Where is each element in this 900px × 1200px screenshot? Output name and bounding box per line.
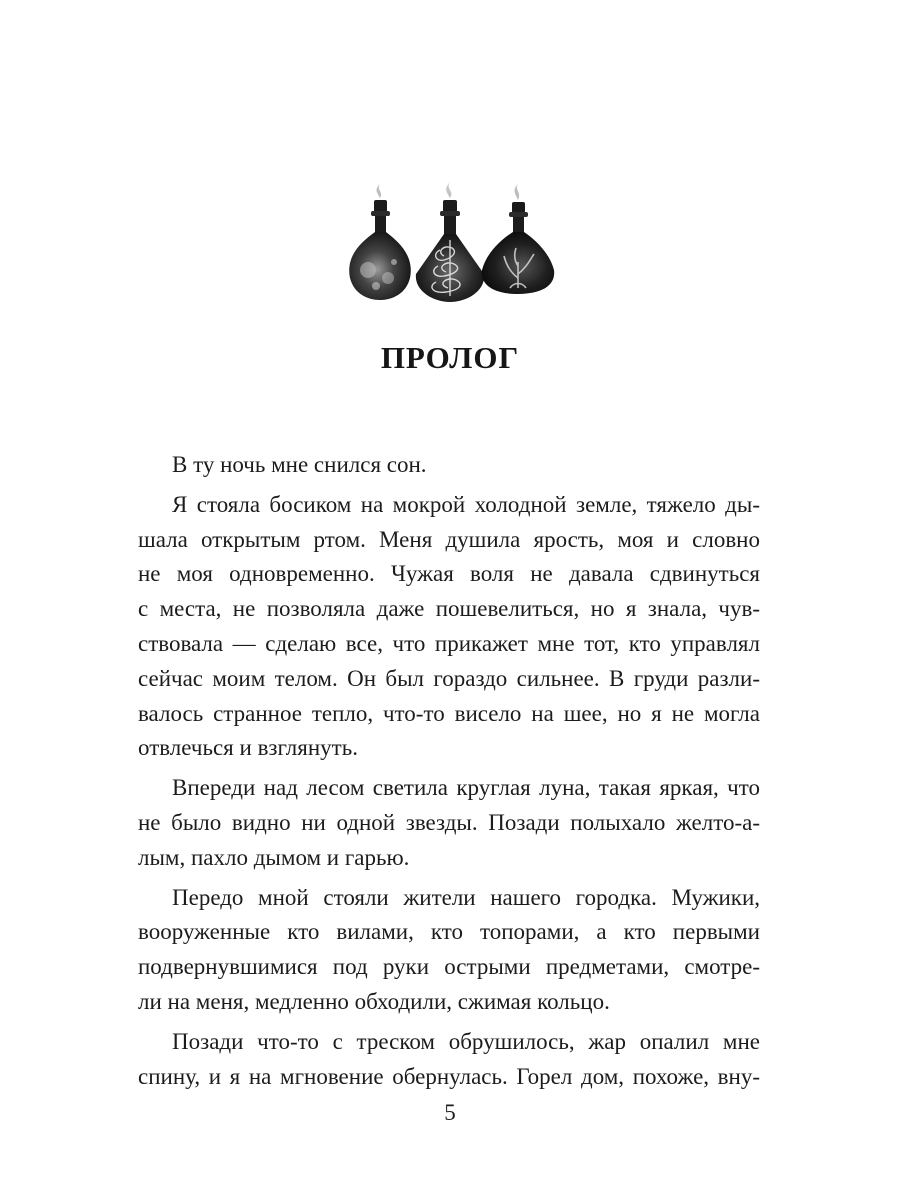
text-line: с места, не позволяла даже пошевелиться, но я знала, чув- — [138, 596, 760, 622]
text-line: шала открытым ртом. Меня душила ярость, моя и словно — [138, 526, 760, 552]
paragraph — [138, 881, 760, 1020]
left-bottle — [349, 184, 411, 300]
paragraph — [138, 771, 760, 875]
text-line: В ту ночь мне снился сон. — [172, 452, 427, 477]
body-text — [138, 448, 760, 1099]
text-line: Передо мной стояли жители нашего городка. Мужики, — [172, 884, 760, 910]
potion-bottles-icon — [340, 178, 560, 306]
page-number: 5 — [444, 1100, 456, 1125]
text-line: вооруженные кто вилами, кто топорами, а кто первыми — [138, 919, 760, 945]
text-line: не было видно ни одной звезды. Позади полыхало желто-а- — [138, 809, 760, 835]
text-line: ствовала — сделаю все, что прикажет мне тот, кто управлял — [138, 630, 760, 656]
right-bottle — [482, 184, 554, 294]
text-line: валось странное тепло, что-то висело на шее, но я не могла — [138, 700, 760, 726]
text-line: подвернувшимися под руки острыми предметами, смотре- — [138, 954, 760, 980]
middle-bottle — [416, 182, 484, 302]
text-line: Впереди над лесом светила круглая луна, такая яркая, что — [172, 775, 760, 801]
text-line: сейчас моим телом. Он был гораздо сильнее. В груди разли- — [138, 665, 760, 691]
text-line: Позади что-то с треском обрушилось, жар опалил мне — [172, 1028, 760, 1054]
text-line: ли на меня, медленно обходили, сжимая кольцо. — [138, 988, 610, 1014]
paragraph — [138, 1025, 760, 1095]
paragraph — [138, 488, 760, 766]
text-line: не моя одновременно. Чужая воля не давала сдвинуться — [138, 561, 760, 587]
chapter-title: ПРОЛОГ — [380, 340, 520, 375]
text-line: отвлечься и взглянуть. — [138, 735, 358, 761]
text-line: спину, и я на мгновение обернулась. Горел дом, похоже, вну- — [138, 1063, 760, 1089]
text-line: лым, пахло дымом и гарью. — [138, 844, 410, 870]
paragraph — [138, 448, 760, 483]
text-line: Я стояла босиком на мокрой холодной земле, тяжело ды- — [172, 491, 760, 517]
